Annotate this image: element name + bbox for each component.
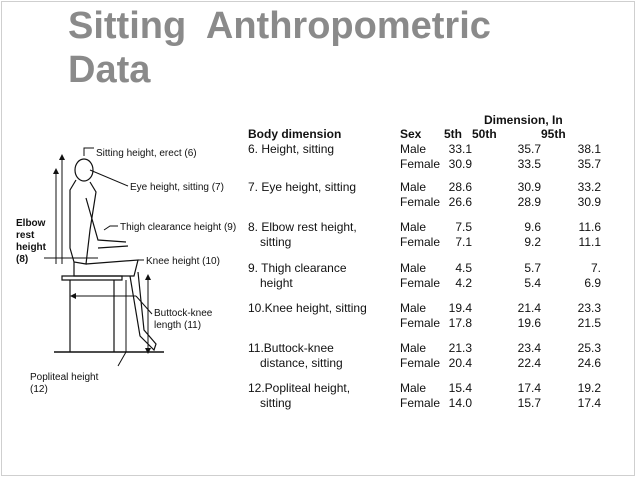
header-body-dimension: Body dimension	[248, 127, 342, 141]
cell-body-dimension	[248, 381, 400, 396]
arrowhead-down-1	[145, 348, 151, 354]
cell-95th: 11.6	[578, 220, 601, 234]
cell-5th: 28.6	[448, 180, 472, 194]
table-row	[248, 261, 601, 276]
figure-lower-leg	[130, 272, 156, 350]
cell-5th: 4.5	[455, 261, 472, 275]
header-sex: Sex	[400, 127, 422, 141]
table-row	[248, 276, 601, 301]
dimension-label: 7. Eye height, sitting	[248, 180, 357, 194]
label-elbow-2: rest	[16, 230, 35, 241]
cell-sex: Male	[400, 220, 427, 234]
cell-50th: 23.4	[517, 341, 541, 355]
cell-5th: 21.3	[448, 341, 472, 355]
cell-body-dimension	[248, 341, 400, 356]
cell-50th: 17.4	[517, 381, 541, 395]
header-95th: 95th	[541, 127, 566, 141]
cell-95th: 25.3	[577, 341, 601, 355]
cell-body-dimension	[248, 195, 400, 220]
label-thigh-clearance: Thigh clearance height (9)	[120, 222, 237, 233]
dimension-label: 12.Popliteal height,	[248, 381, 351, 395]
cell-95th: 23.3	[577, 301, 601, 315]
cell-50th: 5.4	[524, 276, 541, 290]
cell-sex: Female	[400, 195, 441, 209]
cell-5th: 14.0	[448, 396, 472, 410]
cell-95th: 30.9	[577, 195, 601, 209]
arrowhead-up-3	[145, 274, 151, 280]
cell-5th: 7.5	[455, 220, 472, 234]
label-elbow-4: (8)	[16, 254, 29, 265]
label-buttock-knee-2: length (11)	[154, 320, 202, 331]
table-row	[248, 301, 601, 316]
cell-50th: 9.2	[524, 235, 541, 249]
table-row	[248, 396, 601, 411]
table-header-row	[248, 127, 601, 142]
dimension-label: 9. Thigh clearance	[248, 261, 347, 275]
cell-50th: 19.6	[517, 316, 541, 330]
cell-50th: 28.9	[517, 195, 541, 209]
cell-5th: 19.4	[448, 301, 472, 315]
cell-5th: 7.1	[455, 235, 472, 249]
dimension-group-header: Dimension, In	[484, 113, 563, 127]
table-row	[248, 157, 601, 180]
cell-50th: 35.7	[517, 142, 541, 156]
slide-title	[68, 4, 491, 92]
cell-body-dimension	[248, 356, 400, 381]
cell-sex: Male	[400, 301, 427, 315]
dimension-label-cont: sitting	[260, 235, 292, 249]
cell-body-dimension	[248, 180, 400, 195]
cell-50th: 33.5	[517, 157, 541, 171]
dimension-label: 8. Elbow rest height,	[248, 220, 357, 234]
cell-95th: 11.1	[578, 235, 601, 249]
cell-body-dimension	[248, 157, 400, 180]
cell-95th: 21.5	[577, 316, 601, 330]
arrowhead-left-1	[70, 293, 76, 299]
cell-50th: 15.7	[517, 396, 541, 410]
label-eye-height: Eye height, sitting (7)	[130, 182, 224, 193]
cell-5th: 4.2	[455, 276, 472, 290]
sitting-height-leader	[84, 148, 94, 156]
header-5th: 5th	[444, 127, 462, 141]
figure-torso	[70, 180, 96, 264]
figure-thigh	[74, 260, 138, 276]
title-line-1: Sitting Anthropometric	[68, 5, 491, 47]
cell-95th: 19.2	[577, 381, 601, 395]
label-buttock-knee-1: Buttock-knee	[154, 308, 213, 319]
cell-body-dimension	[248, 396, 400, 411]
cell-sex: Female	[400, 235, 441, 249]
table-body	[248, 142, 601, 411]
label-knee-height: Knee height (10)	[146, 256, 220, 267]
cell-body-dimension	[248, 316, 400, 341]
arrowhead-up-1	[59, 154, 65, 160]
cell-body-dimension	[248, 301, 400, 316]
popliteal-leader	[118, 280, 126, 366]
cell-95th: 33.2	[577, 180, 601, 194]
figure-seat-legs	[70, 280, 114, 352]
table-row	[248, 341, 601, 356]
cell-sex: Female	[400, 356, 441, 370]
cell-sex: Female	[400, 276, 441, 290]
table-row	[248, 195, 601, 220]
dimension-label-cont: distance, sitting	[260, 356, 343, 370]
figure-seat	[62, 276, 122, 280]
cell-5th: 15.4	[448, 381, 472, 395]
cell-95th: 7.	[590, 261, 601, 275]
dimension-label-cont: sitting	[260, 396, 292, 410]
cell-5th: 20.4	[448, 356, 472, 370]
cell-5th: 26.6	[448, 195, 472, 209]
label-popliteal-2: (12)	[30, 384, 48, 395]
table-row	[248, 356, 601, 381]
label-elbow-3: height	[16, 242, 46, 253]
table-row	[248, 142, 601, 157]
table-row	[248, 220, 601, 235]
cell-5th: 17.8	[448, 316, 472, 330]
thigh-clearance-leader	[104, 226, 118, 230]
header-50th: 50th	[472, 127, 497, 141]
cell-body-dimension	[248, 276, 400, 301]
sitting-figure-diagram	[14, 130, 242, 420]
cell-50th: 5.7	[524, 261, 541, 275]
cell-95th: 24.6	[577, 356, 601, 370]
cell-50th: 30.9	[517, 180, 541, 194]
anthropometric-table	[248, 127, 601, 411]
cell-sex: Female	[400, 316, 441, 330]
dimension-label: 11.Buttock-knee	[248, 341, 334, 355]
buttock-knee-leader	[136, 296, 152, 314]
cell-sex: Male	[400, 261, 427, 275]
cell-95th: 38.1	[577, 142, 601, 156]
cell-5th: 30.9	[448, 157, 472, 171]
label-popliteal-1: Popliteal height	[30, 372, 99, 383]
cell-sex: Female	[400, 157, 441, 171]
cell-sex: Male	[400, 142, 427, 156]
arrowhead-up-2	[53, 168, 59, 174]
cell-95th: 35.7	[577, 157, 601, 171]
label-elbow-1: Elbow	[16, 218, 46, 229]
title-line-2: Data	[68, 49, 151, 91]
cell-50th: 22.4	[517, 356, 541, 370]
table-row	[248, 316, 601, 341]
cell-50th: 21.4	[517, 301, 541, 315]
dimension-label: 6. Height, sitting	[248, 142, 335, 156]
cell-95th: 6.9	[584, 276, 601, 290]
cell-body-dimension	[248, 220, 400, 235]
label-sitting-height: Sitting height, erect (6)	[96, 148, 197, 159]
dimension-label-cont: height	[260, 276, 293, 290]
dimension-label: 10.Knee height, sitting	[248, 301, 367, 315]
cell-body-dimension	[248, 261, 400, 276]
table-row	[248, 381, 601, 396]
eye-height-leader	[90, 170, 128, 186]
cell-sex: Male	[400, 180, 427, 194]
cell-5th: 33.1	[448, 142, 472, 156]
cell-sex: Male	[400, 341, 427, 355]
cell-50th: 9.6	[524, 220, 541, 234]
cell-sex: Male	[400, 381, 427, 395]
cell-sex: Female	[400, 396, 441, 410]
cell-body-dimension	[248, 142, 400, 157]
table-row	[248, 235, 601, 261]
table-row	[248, 180, 601, 195]
cell-body-dimension	[248, 235, 400, 261]
cell-95th: 17.4	[577, 396, 601, 410]
